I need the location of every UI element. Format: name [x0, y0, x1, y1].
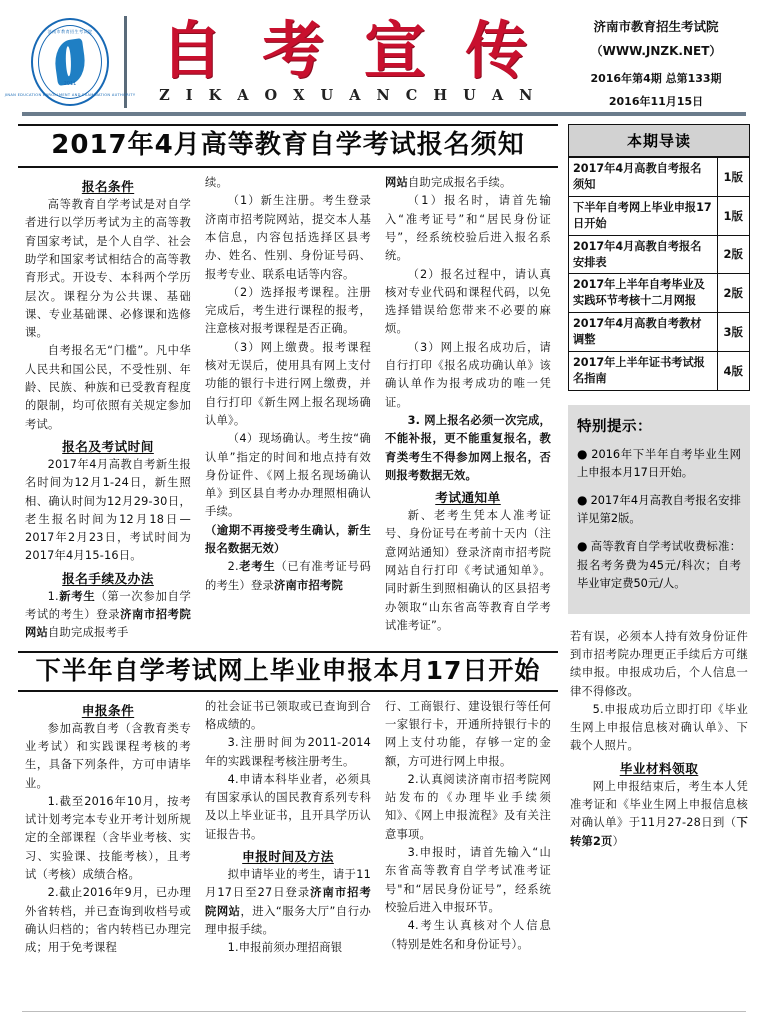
article-1-column-2 [198, 174, 378, 643]
guide-item-page: 3版 [717, 313, 749, 352]
text-run: 自助完成报名手续。 [408, 176, 512, 190]
list-item [577, 491, 741, 528]
table-row[interactable] [569, 274, 749, 313]
term-jinan-exam-office: 济南市招考院 [273, 578, 343, 592]
guide-item-page: 1版 [717, 196, 749, 235]
paragraph: 若有误，必须本人持有效身份证件到市招考院办理更正手续后方可继续申报。申报成功后，个人信息一律不得修改。 [570, 629, 748, 698]
guide-item-page: 1版 [717, 158, 749, 197]
paragraph: 3.注册时间为2011-2014年的实践课程考核注册考生。 [205, 736, 371, 768]
guide-item-title[interactable]: 2017年4月高教自考报名须知 [569, 158, 717, 197]
paragraph: 续。 [205, 176, 228, 190]
bullet-icon: ● [577, 539, 588, 554]
paragraph: （1）新生注册。考生登录济南市招考院网站，提交本人基本信息，内容包括选择区县考办、姓名、性别、身份证号码、报考专业、联系电话等内容。 [205, 194, 371, 281]
list-item [577, 445, 741, 482]
text-run: （第一次参加自学考试的考生）登录 [25, 589, 191, 622]
text-run: ） [612, 834, 625, 848]
guide-item-title[interactable]: 2017年上半年证书考试报名指南 [569, 352, 717, 390]
paragraph: （2）报名过程中，请认真核对专业代码和课程代码，以免选择错误给您带来不必要的麻烦。 [385, 267, 551, 336]
masthead-meta [566, 15, 746, 109]
term-website: 网站 [385, 176, 408, 190]
paragraph: （3）网上缴费。报考课程核对无误后，使用具有网上支付功能的银行卡进行网上缴费，并自行打印《新生网上报名现场确认单》。 [205, 340, 371, 427]
table-row[interactable] [569, 158, 749, 197]
guide-item-title[interactable]: 2017年上半年自考毕业及实践环节考核十二月网报 [569, 274, 717, 313]
guide-item-page: 4版 [717, 352, 749, 390]
issuer-website[interactable]: （WWW.JNZK.NET） [590, 44, 722, 58]
special-notice-title: 特别提示： [577, 418, 652, 435]
paragraph: 参加高教自考（含教育类专业考试）和实践课程考核的考生，具备下列条件，方可申请毕业。 [25, 721, 191, 790]
article-1-headline-band [18, 124, 558, 168]
article-1-columns [18, 174, 558, 643]
paragraph: 自考报名无“门槛”。凡中华人民共和国公民，不受性别、年龄、民族、种族和已受教育程度的限制，均可依照有关规定参加考试。 [25, 344, 191, 431]
notice-text: 2016年下半年自考毕业生网上申报本月17日开始。 [577, 447, 741, 480]
paragraph: 行、工商银行、建设银行等任何一家银行卡，开通所持银行卡的网上支付功能，存够一定的金额，方可进行网上申报。 [385, 699, 551, 768]
article-2-column-2 [198, 698, 378, 958]
paragraph: （4）现场确认。考生按“确认单”指定的时间和地点持有效身份证件、《网上报名现场确认单》到区县自考办办理照相确认手续。 [205, 432, 371, 519]
article-2-headline: 下半年自学考试网上毕业申报本月17日开始 [35, 655, 541, 685]
text-run: 拟申请毕业的考生，请于11月17日至27日登录 [205, 868, 371, 900]
seal-inner-text: JINAN EDUCATION ENROLLMENT AND EXAMINATION AUTHORITY [4, 93, 136, 97]
page-bottom-rule [22, 1011, 746, 1012]
paragraph: 2.认真阅读济南市招考院网站发布的《办理毕业手续须知》、《网上申报流程》及有关注意事项。 [385, 772, 551, 841]
notice-text: 高等教育自学考试收费标准：报名考务费为45元/科次；自考毕业审定费50元/人。 [577, 540, 741, 590]
bullet-icon: ● [577, 493, 588, 508]
guide-item-title[interactable]: 2017年4月高教自考报名安排表 [569, 235, 717, 274]
table-row[interactable] [569, 235, 749, 274]
text-run: 自助完成报考手 [48, 626, 129, 640]
article-1-column-3 [378, 174, 558, 643]
masthead-title-block [141, 14, 566, 104]
list-marker: 1. [47, 589, 59, 603]
paragraph: （1）报名时，请首先输入“准考证号”和“居民身份证号”，经系统校验后进入报名系统。 [385, 194, 551, 263]
guide-item-title[interactable]: 下半年自考网上毕业申报17日开始 [569, 196, 717, 235]
article-2-columns [18, 698, 558, 958]
paragraph: （2）选择报考课程。注册完成后，考生进行课程的报考，注意核对报考课程是否正确。 [205, 285, 371, 336]
section-heading-registration-exam-time: 报名及考试时间 [62, 438, 154, 454]
paragraph: 新、老考生凭本人准考证号、身份证号在考前十天内（注意网站通知）登录济南市招考院网站自行打印《考试通知单》。同时新生到照相确认的区县招考办领取“山东省高等教育自学考试准考证”。 [385, 509, 551, 632]
table-row[interactable] [569, 196, 749, 235]
paragraph: 的社会证书已领取或已查询到合格成绩的。 [205, 699, 371, 731]
article-2-continuation-column [568, 628, 750, 851]
issue-date: 2016年11月15日 [608, 95, 704, 108]
masthead-rule [22, 112, 746, 116]
paragraph [25, 588, 191, 643]
paragraph: 1.申报前须办理招商银 [227, 941, 343, 955]
paragraph-emphasis: 3. 网上报名必须一次完成，不能补报，更不能重复报名，教育类考生不得参加网上报名，否则报考数据无效。 [385, 413, 551, 482]
section-heading-application-time-method: 申报时间及方法 [242, 849, 334, 865]
list-marker: 2. [227, 560, 239, 574]
seal-outer-text: 济南市教育招生考试院 [47, 29, 93, 34]
notice-text: 2017年4月高教自考报名安排详见第2版。 [577, 494, 741, 526]
term-returning-candidate: 老考生 [238, 560, 276, 574]
paragraph [385, 174, 551, 192]
article-2-column-1 [18, 698, 198, 958]
issue-guide-title: 本期导读 [569, 125, 749, 157]
bullet-icon: ● [577, 446, 589, 461]
sidebar-zone [558, 124, 750, 958]
flame-emblem-icon [52, 38, 88, 86]
publication-title: 自 考 宣 传 [160, 14, 537, 87]
list-item [577, 537, 741, 592]
term-jinan-exam-website: 济南市招考院网站 [205, 886, 371, 918]
table-row[interactable] [569, 352, 749, 390]
section-heading-graduation-materials: 毕业材料领取 [619, 760, 699, 776]
article-1-headline: 2017年4月高等教育自学考试报名须知 [51, 130, 525, 160]
continued-on-page-link[interactable]: 下转第2页 [570, 816, 748, 848]
paragraph: （3）网上报名成功后，请自行打印《报名成功确认单》该确认单作为报考成功的唯一凭证。 [385, 340, 551, 409]
paragraph: 4.考生认真核对个人信息（特别是姓名和身份证号）。 [385, 919, 551, 951]
paragraph: 2017年4月高教自考新生报名时间为12月1-24日，新生照相、确认时间为12月29-30日，老生报名时间为12月18日—2017年2月23日，考试时间为2017年4月15-16日。 [25, 457, 191, 563]
term-new-candidate: 新考生 [58, 589, 96, 603]
paragraph: 1.截至2016年10月，按考试计划考完本专业开考计划所规定的全部课程（含毕业考核、实习、实验课、技能考核），且考试（考核）成绩合格。 [25, 794, 191, 882]
paragraph: 5.申报成功后立即打印《毕业生网上申报信息核对确认单》、下载个人照片。 [570, 702, 748, 753]
guide-item-page: 2版 [717, 235, 749, 274]
masthead [0, 0, 768, 112]
paragraph [570, 778, 748, 851]
text-run: 网上申报结束后，考生本人凭准考证和《毕业生网上申报信息核对确认单》于11月27-28日到（ [570, 779, 748, 830]
masthead-logo [4, 16, 136, 108]
table-row[interactable] [569, 313, 749, 352]
guide-item-page: 2版 [717, 274, 749, 313]
institution-seal-icon [4, 18, 136, 106]
publication-title-pinyin: Z I K A O X U A N C H U A N [159, 87, 538, 104]
paragraph [205, 866, 371, 939]
section-heading-registration-procedure: 报名手续及办法 [62, 570, 154, 586]
article-1-column-1 [18, 174, 198, 643]
paragraph-emphasis: （逾期不再接受考生确认，新生报名数据无效） [205, 523, 371, 556]
issue-guide-box [568, 124, 750, 391]
page-body [0, 124, 768, 958]
term-jinan-exam-website: 济南市招考院网站 [25, 608, 191, 640]
paragraph: 3.申报时，请首先输入“山东省高等教育自学考试准考证号"和“居民身份证号”，经系统校验后进入申报环节。 [385, 846, 551, 914]
issuer-name: 济南市教育招生考试院 [593, 19, 719, 34]
text-run: ，进入“服务大厅”自行办理申报手续。 [205, 904, 372, 936]
issue-number: 2016年第4期 总第133期 [590, 72, 722, 85]
section-heading-registration-requirements: 报名条件 [81, 179, 135, 195]
special-notice-box [568, 405, 750, 614]
article-2-column-3 [378, 698, 558, 958]
paragraph [205, 558, 371, 595]
articles-zone [18, 124, 558, 958]
issue-guide-table [569, 157, 749, 390]
paragraph: 4.申请本科毕业者，必须具有国家承认的国民教育系列专科及以上毕业证书，且开具学历认证报告书。 [205, 772, 371, 841]
seal-year: 2011 [63, 81, 77, 87]
text-run: （已有准考证号码的考生）登录 [205, 560, 371, 592]
section-heading-exam-notice: 考试通知单 [435, 490, 501, 506]
article-2-headline-band [18, 651, 558, 692]
guide-item-title[interactable]: 2017年4月高教自考教材调整 [569, 313, 717, 352]
paragraph: 高等教育自学考试是对自学者进行以学历考试为主的高等教育国家考试，是个人自学、社会助学和国家考试相结合的高等教育形式。开设专、本科两个学历层次。课程分为公共课、基础课、专业基础课、必修课和选修课。 [25, 198, 191, 340]
section-heading-application-requirements: 申报条件 [81, 702, 135, 718]
paragraph: 2.截止2016年9月，已办理外省转档，并已查询到收档号或确认归档的；省内转档已办理完成；用于免考课程 [25, 886, 191, 955]
